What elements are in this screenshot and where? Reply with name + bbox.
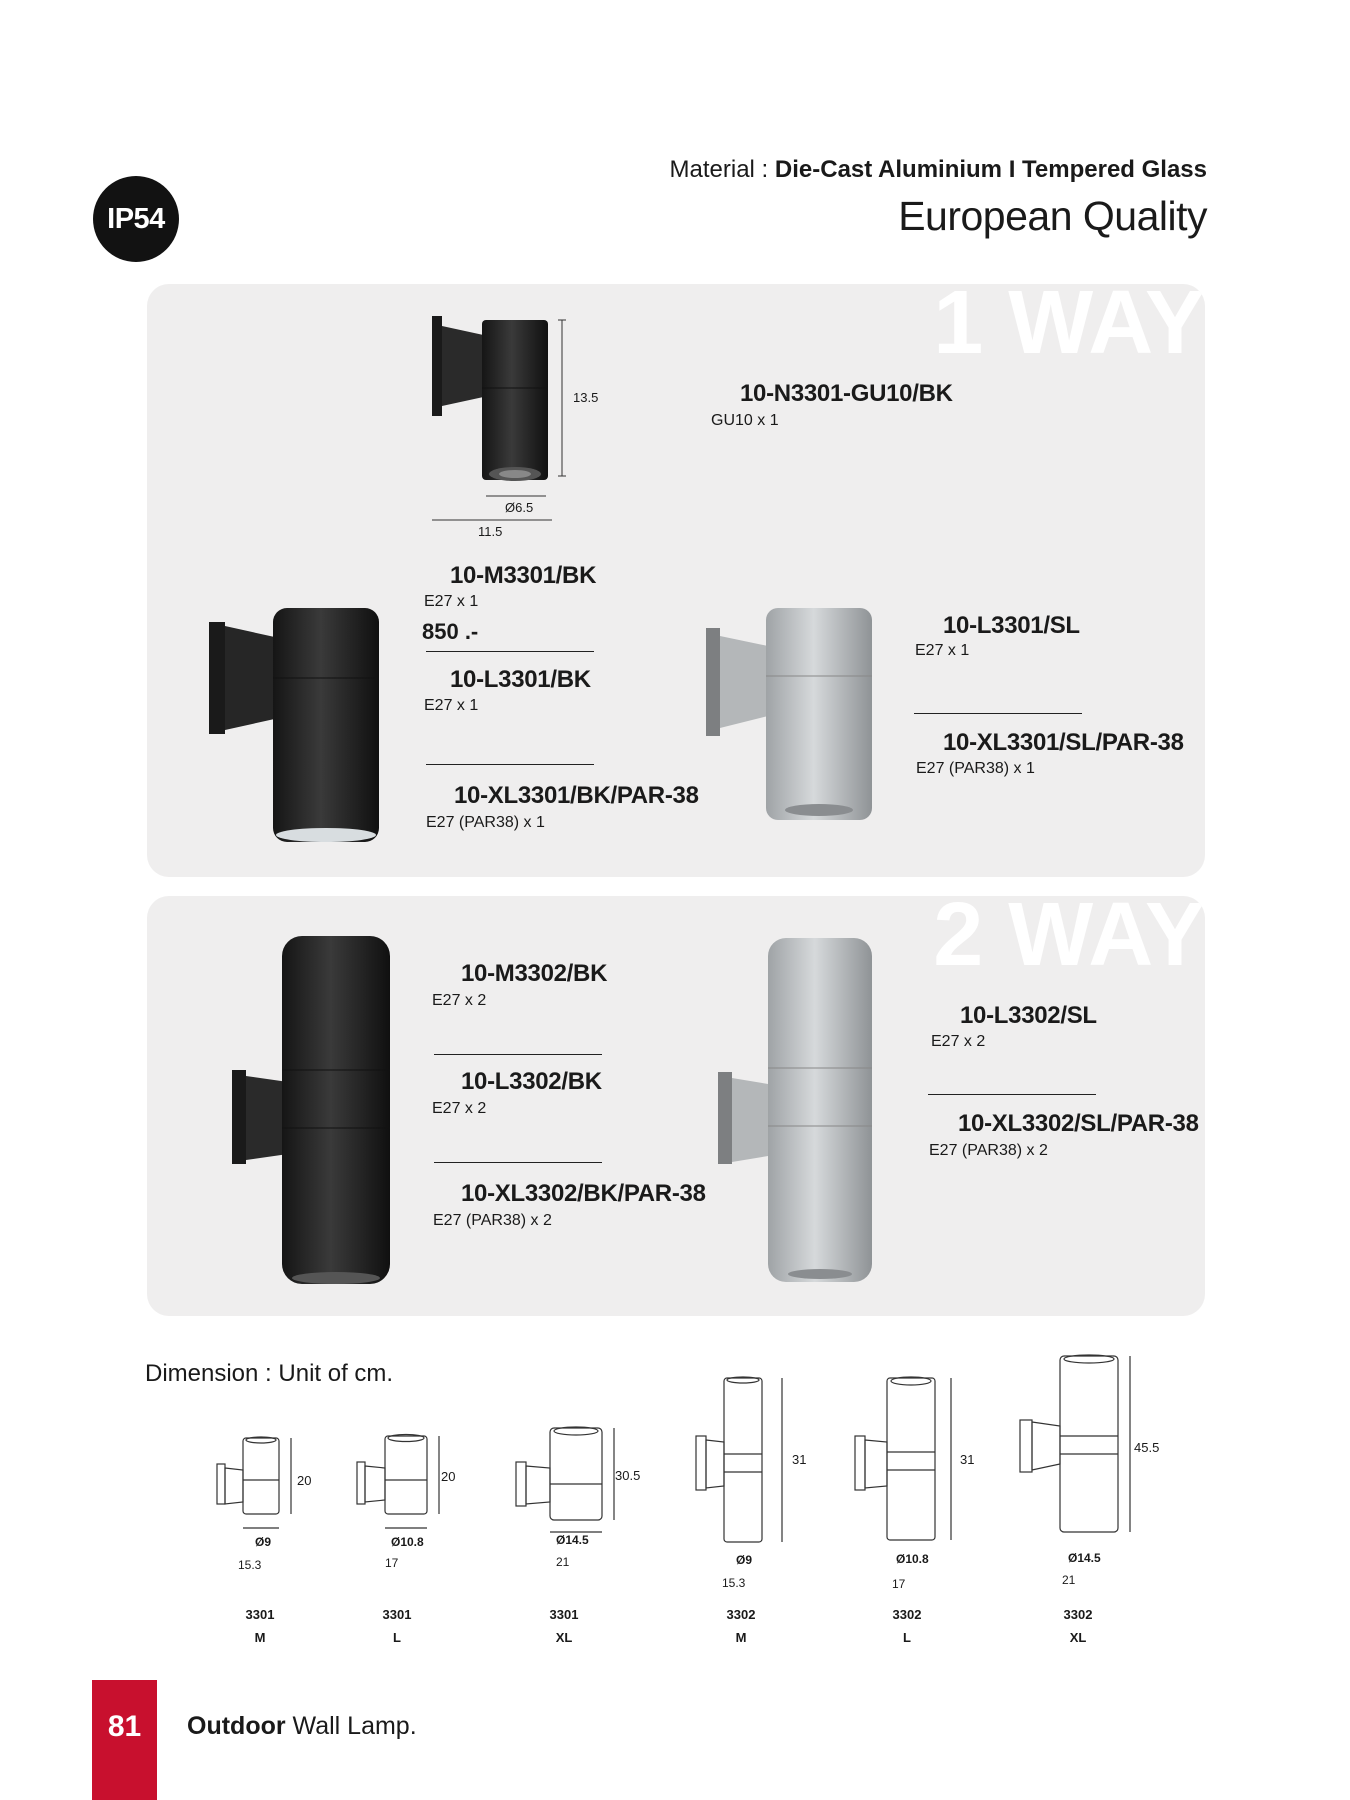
- two-way-label: 2 WAY: [933, 896, 1205, 985]
- black-2way-code-l: 10-L3302/BK: [461, 1068, 602, 1095]
- dim-3301-l-depth: 17: [385, 1556, 399, 1570]
- black-2way-spec-l: E27 x 2: [432, 1100, 487, 1117]
- page-number: 81: [92, 1680, 157, 1800]
- silver-1way-code-xl: 10-XL3301/SL/PAR-38: [943, 729, 1184, 756]
- material-value: Die-Cast Aluminium I Tempered Glass: [774, 156, 1207, 183]
- dim-size: L: [903, 1630, 911, 1645]
- ip-rating-badge: IP54: [93, 176, 179, 262]
- divider: [426, 651, 594, 652]
- dim-size: L: [393, 1630, 401, 1645]
- dim-model: 3301: [549, 1607, 579, 1622]
- silver-2way-code-l: 10-L3302/SL: [960, 1002, 1097, 1029]
- silver-2way-lamp-image: [712, 936, 882, 1284]
- dim-3301-xl-depth: 21: [556, 1555, 570, 1569]
- dim-3301-m-depth: 15.3: [238, 1558, 262, 1572]
- dim-model: 3302: [892, 1607, 922, 1622]
- dim-3302-m-depth: 15.3: [722, 1576, 746, 1590]
- material-label: Material :: [669, 156, 769, 183]
- silver-2way-spec-xl: E27 (PAR38) x 2: [929, 1142, 1048, 1159]
- black-1way-code-l: 10-L3301/BK: [450, 666, 591, 693]
- dim-model: 3302: [726, 1607, 756, 1622]
- divider: [434, 1054, 602, 1055]
- dim-3302-m-diameter: Ø9: [736, 1553, 753, 1567]
- divider: [434, 1162, 602, 1163]
- black-1way-lamp-image: [205, 604, 385, 844]
- black-1way-spec-l: E27 x 1: [424, 697, 479, 714]
- silver-2way-spec-l: E27 x 2: [931, 1033, 986, 1050]
- dim-3301-xl-diameter: Ø14.5: [556, 1533, 589, 1547]
- silver-1way-lamp-image: [700, 606, 880, 822]
- divider: [928, 1094, 1096, 1095]
- silver-1way-code-l: 10-L3301/SL: [943, 612, 1080, 639]
- dim-drawing-3301-l: [355, 1430, 455, 1536]
- dimension-title: Dimension : Unit of cm.: [145, 1360, 394, 1387]
- dim-3301-l-diameter: Ø10.8: [391, 1535, 424, 1549]
- dim-label-3302-xl: [1038, 1603, 1118, 1649]
- dim-label-3302-m: [701, 1603, 781, 1649]
- black-2way-code-m: 10-M3302/BK: [461, 960, 608, 987]
- small-lamp-depth: 11.5: [478, 524, 503, 539]
- dim-drawing-3302-xl: [1018, 1350, 1138, 1540]
- silver-2way-code-xl: 10-XL3302/SL/PAR-38: [958, 1110, 1199, 1137]
- dim-size: XL: [555, 1630, 573, 1645]
- footer-category-bold: Outdoor: [187, 1712, 286, 1740]
- small-lamp-code: 10-N3301-GU10/BK: [740, 380, 953, 407]
- dim-size: XL: [1069, 1630, 1087, 1645]
- dim-3302-xl-height: 45.5: [1134, 1440, 1160, 1455]
- dim-3302-xl-diameter: Ø14.5: [1068, 1551, 1101, 1565]
- dim-3301-m-diameter: Ø9: [255, 1535, 272, 1549]
- small-lamp-diameter: Ø6.5: [505, 500, 534, 515]
- dim-model: 3302: [1063, 1607, 1093, 1622]
- dim-3302-xl-depth: 21: [1062, 1573, 1076, 1587]
- black-2way-spec-xl: E27 (PAR38) x 2: [433, 1212, 552, 1229]
- small-lamp-height: 13.5: [573, 390, 599, 405]
- black-1way-code-m: 10-M3301/BK: [450, 562, 597, 589]
- dim-label-3301-m: [220, 1603, 300, 1649]
- dim-label-3301-l: [357, 1603, 437, 1649]
- one-way-label: 1 WAY: [933, 284, 1205, 373]
- black-1way-spec-m: E27 x 1: [424, 593, 479, 610]
- dim-3302-m-height: 31: [792, 1452, 807, 1467]
- black-1way-code-xl: 10-XL3301/BK/PAR-38: [454, 782, 699, 809]
- black-1way-price-m: 850 .-: [422, 619, 479, 644]
- black-1way-spec-xl: E27 (PAR38) x 1: [426, 814, 545, 831]
- dim-size: M: [735, 1630, 747, 1645]
- footer-category-rest: Wall Lamp.: [285, 1712, 417, 1740]
- dim-3301-l-height: 20: [441, 1469, 456, 1484]
- black-2way-spec-m: E27 x 2: [432, 992, 487, 1009]
- divider: [914, 713, 1082, 714]
- dim-3302-l-depth: 17: [892, 1577, 906, 1591]
- black-2way-lamp-image: [228, 934, 398, 1286]
- quality-heading: European Quality: [898, 193, 1207, 239]
- dim-3301-xl-height: 30.5: [615, 1468, 641, 1483]
- small-lamp-spec: GU10 x 1: [711, 412, 779, 429]
- black-2way-code-xl: 10-XL3302/BK/PAR-38: [461, 1180, 706, 1207]
- dim-size: M: [254, 1630, 266, 1645]
- silver-1way-spec-l: E27 x 1: [915, 642, 970, 659]
- silver-1way-spec-xl: E27 (PAR38) x 1: [916, 760, 1035, 777]
- material-line: [670, 156, 1207, 184]
- divider: [426, 764, 594, 765]
- dim-drawing-3302-m: [694, 1372, 794, 1548]
- dim-drawing-3302-l: [853, 1372, 963, 1548]
- dim-label-3302-l: [867, 1603, 947, 1649]
- dim-model: 3301: [245, 1607, 275, 1622]
- dim-3301-m-height: 20: [297, 1473, 312, 1488]
- dim-3302-l-height: 31: [960, 1452, 975, 1467]
- footer-category: [187, 1712, 417, 1741]
- dim-drawing-3301-xl: [514, 1422, 624, 1538]
- dim-label-3301-xl: [524, 1603, 604, 1649]
- dim-model: 3301: [382, 1607, 412, 1622]
- dim-3302-l-diameter: Ø10.8: [896, 1552, 929, 1566]
